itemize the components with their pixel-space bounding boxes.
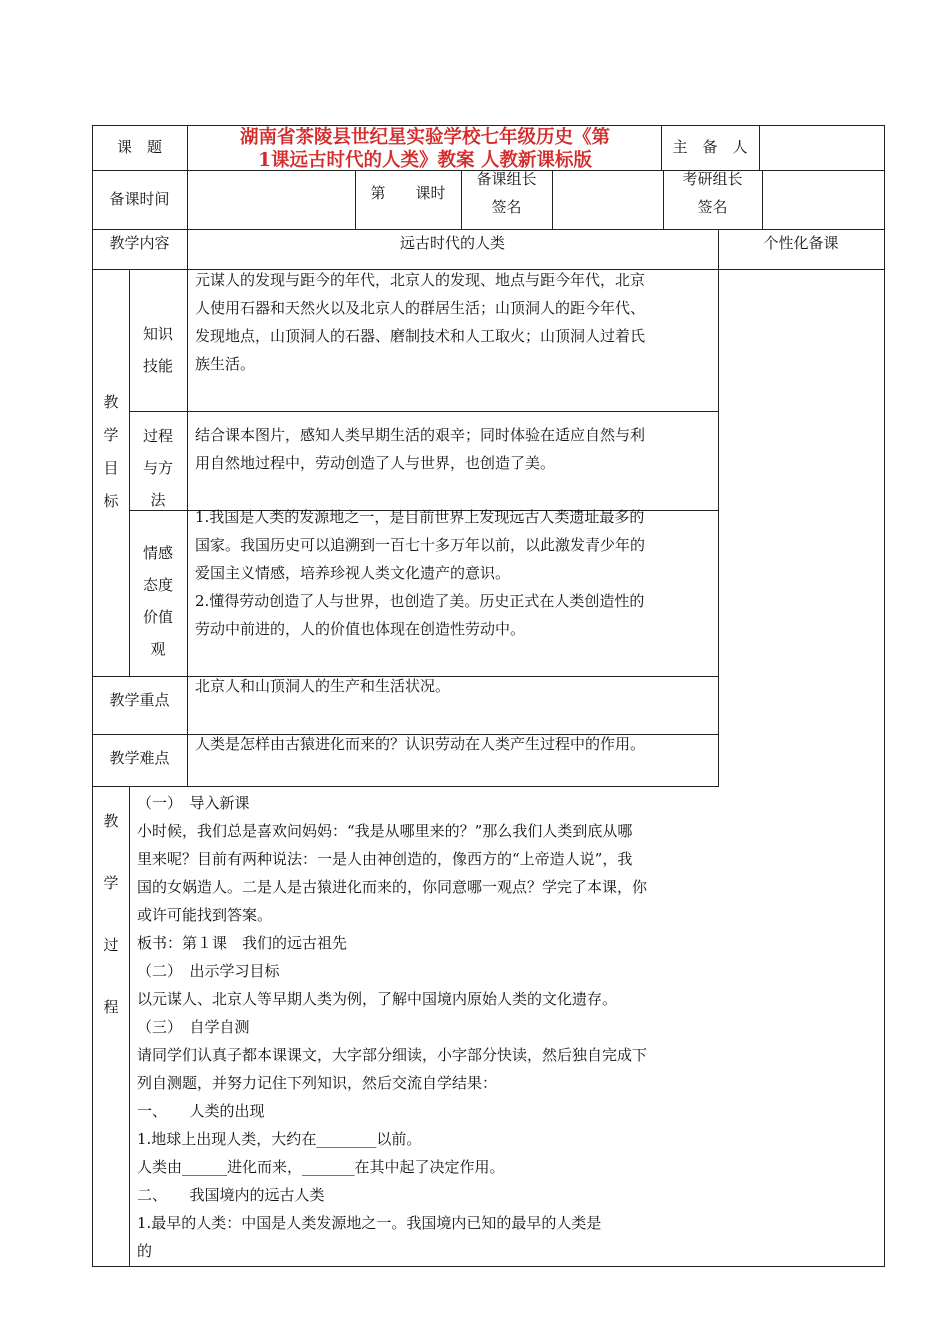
zhu-bei-label: 主 备 人 bbox=[672, 138, 748, 156]
col-line-personal bbox=[718, 229, 719, 787]
emotion-attitude-label bbox=[138, 537, 178, 665]
difficulty-value: 人类是怎样由古猿进化而来的？认识劳动在人类产生过程中的作用。 bbox=[195, 735, 646, 753]
knowledge-label-line-2: 技能 bbox=[142, 357, 173, 375]
process-text-line-1: （一） 导入新课 bbox=[137, 794, 250, 812]
row-line-difficulty-end bbox=[92, 786, 718, 787]
process-text-line-11: 列自测题，并努力记住下列知识，然后交流自学结果： bbox=[137, 1074, 498, 1092]
emotion-line-2: 国家。我国历史可以追溯到一百七十多万年以前，以此激发青少年的 bbox=[195, 536, 646, 554]
objectives-group-char-4: 标 bbox=[103, 492, 119, 510]
lesson-title bbox=[190, 126, 660, 172]
process-text-line-7: （二） 出示学习目标 bbox=[137, 962, 280, 980]
process-text-line-5: 或许可能找到答案。 bbox=[137, 906, 273, 924]
process-line-2: 用自然地过程中，劳动创造了人与世界，也创造了美。 bbox=[195, 454, 556, 472]
ke-ti-label: 课 题 bbox=[116, 138, 162, 156]
process-text-line-2: 小时候，我们总是喜欢问妈妈：“我是从哪里来的？”那么我们人类到底从哪 bbox=[137, 822, 633, 840]
col-line-objective-group bbox=[129, 269, 130, 677]
process-text-line-12: 一、 人类的出现 bbox=[137, 1102, 265, 1120]
emotion-line-5: 劳动中前进的，人的价值也体现在创造性劳动中。 bbox=[195, 620, 526, 638]
process-method-text bbox=[195, 421, 645, 477]
knowledge-label bbox=[138, 318, 178, 382]
emotion-line-4: 2.懂得劳动创造了人与世界，也创造了美。历史正式在人类创造性的 bbox=[195, 592, 645, 610]
content-value: 远古时代的人类 bbox=[399, 234, 505, 252]
process-text-line-16: 1.最早的人类：中国是人类发源地之一。我国境内已知的最早的人类是 bbox=[137, 1214, 602, 1232]
di-ke-shi-label: 第 课时 bbox=[370, 184, 446, 202]
knowledge-line-3: 发现地点，山顶洞人的石器、磨制技术和人工取火；山顶洞人过着氏 bbox=[195, 327, 646, 345]
personal-prep-label: 个性化备课 bbox=[763, 234, 839, 252]
key-point-label: 教学重点 bbox=[109, 691, 170, 709]
knowledge-text bbox=[195, 266, 645, 378]
col-line-process-label bbox=[129, 786, 130, 1267]
emotion-attitude-text bbox=[195, 503, 645, 643]
table-border-bottom bbox=[92, 1266, 885, 1267]
col-line-objective-sub bbox=[187, 269, 188, 787]
process-line-1: 结合课本图片，感知人类早期生活的艰辛；同时体验在适应自然与利 bbox=[195, 426, 646, 444]
teaching-process-label bbox=[96, 790, 126, 1038]
teaching-process-text bbox=[137, 789, 647, 1265]
objectives-group-label bbox=[96, 386, 126, 518]
process-text-line-4: 国的女娲造人。二是人是古猿进化而来的，你同意哪一观点？学完了本课，你 bbox=[137, 878, 648, 896]
bei-ke-time-label: 备课时间 bbox=[109, 190, 170, 208]
key-point-value: 北京人和山顶洞人的生产和生活状况。 bbox=[195, 677, 451, 695]
emotion-label-line-2: 态度 bbox=[142, 576, 173, 594]
process-text-line-9: （三） 自学自测 bbox=[137, 1018, 250, 1036]
row-line-knowledge bbox=[129, 411, 718, 412]
table-border-right bbox=[884, 125, 885, 1267]
knowledge-line-4: 族生活。 bbox=[195, 355, 256, 373]
emotion-label-line-1: 情感 bbox=[142, 544, 173, 562]
col-line-research-end bbox=[762, 170, 763, 230]
process-label-line-1: 过程 bbox=[142, 427, 173, 445]
process-method-label bbox=[138, 420, 178, 516]
research-leader-sign-line-1: 考研组长 bbox=[682, 170, 743, 188]
process-text-line-3: 里来呢？目前有两种说法：一是人由神创造的，像西方的“上帝造人说”，我 bbox=[137, 850, 633, 868]
col-line-leader-end bbox=[552, 170, 553, 230]
research-leader-sign-line-2: 签名 bbox=[697, 198, 728, 216]
content-label: 教学内容 bbox=[109, 234, 170, 252]
difficulty-label: 教学难点 bbox=[109, 749, 170, 767]
group-leader-sign-line-1: 备课组长 bbox=[476, 170, 537, 188]
knowledge-line-2: 人使用石器和天然火以及北京人的群居生活；山顶洞人的距今年代、 bbox=[195, 299, 646, 317]
emotion-label-line-4: 观 bbox=[150, 640, 166, 658]
lesson-title-line-1: 湖南省茶陵县世纪星实验学校七年级历史《第 bbox=[239, 127, 610, 148]
process-label-line-2: 与方 bbox=[142, 459, 173, 477]
process-section-char-4: 程 bbox=[103, 998, 119, 1016]
process-text-line-15: 二、 我国境内的远古人类 bbox=[137, 1186, 325, 1204]
process-section-char-1: 教 bbox=[103, 812, 119, 830]
process-text-line-8: 以元谋人、北京人等早期人类为例，了解中国境内原始人类的文化遗存。 bbox=[137, 990, 618, 1008]
process-section-char-2: 学 bbox=[103, 874, 119, 892]
knowledge-line-1: 元谋人的发现与距今的年代，北京人的发现、地点与距今年代，北京 bbox=[195, 271, 646, 289]
emotion-line-1: 1.我国是人类的发源地之一，是目前世界上发现远古人类遗址最多的 bbox=[195, 508, 645, 526]
process-label-line-3: 法 bbox=[150, 491, 166, 509]
process-text-line-14: 人类由______进化而来，_______在其中起了决定作用。 bbox=[137, 1158, 505, 1176]
process-text-line-6: 板书：第１课 我们的远古祖先 bbox=[137, 934, 348, 952]
process-section-char-3: 过 bbox=[103, 936, 119, 954]
emotion-line-3: 爱国主义情感，培养珍视人类文化遗产的意识。 bbox=[195, 564, 511, 582]
lesson-title-line-2: 1课远古时代的人类》教案 人教新课标版 bbox=[258, 150, 592, 171]
objectives-group-char-3: 目 bbox=[103, 459, 119, 477]
process-text-line-13: 1.地球上出现人类，大约在________以前。 bbox=[137, 1130, 422, 1148]
emotion-label-line-3: 价值 bbox=[142, 608, 173, 626]
group-leader-sign-line-2: 签名 bbox=[491, 198, 522, 216]
objectives-group-char-2: 学 bbox=[103, 426, 119, 444]
objectives-group-char-1: 教 bbox=[103, 393, 119, 411]
knowledge-label-line-1: 知识 bbox=[142, 325, 173, 343]
process-text-line-10: 请同学们认真子都本课课文，大字部分细读，小字部分快读，然后独自完成下 bbox=[137, 1046, 648, 1064]
process-text-line-17: 的 bbox=[137, 1242, 153, 1260]
